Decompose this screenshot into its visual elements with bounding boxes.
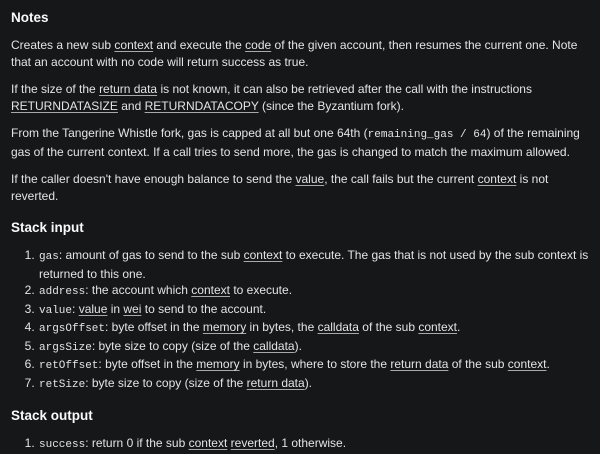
link-code[interactable]: code [245, 38, 272, 52]
notes-heading: Notes [11, 10, 49, 25]
list-item [38, 247, 589, 282]
link-context[interactable]: context [191, 283, 230, 297]
code-term: address [39, 286, 86, 298]
link-returndatasize[interactable]: RETURNDATASIZE [11, 99, 118, 113]
text-run: : amount of gas to send to the sub [58, 248, 244, 262]
link-return-data[interactable]: return data [390, 357, 449, 371]
text-run: : byte size to copy (size of the [85, 375, 247, 390]
code-term: remaining_gas / 64 [367, 129, 487, 141]
link-context[interactable]: context [507, 357, 547, 371]
link-memory[interactable]: memory [202, 320, 247, 334]
stack-output-list [11, 435, 589, 454]
text-run: to execute. [229, 283, 293, 297]
text-run: of the sub [448, 357, 508, 371]
paragraph [11, 37, 589, 71]
list-item [38, 435, 589, 454]
text-run: : byte size to copy (size of the [91, 338, 254, 353]
text-run: to send to the account. [141, 301, 267, 316]
text-run: From the Tangerine Whistle fork, gas is capped at all but one 64th ( [11, 126, 368, 140]
code-term: retSize [39, 378, 86, 391]
text-run: ) of the remaining gas of the current context. If a call tries to send more, the gas is changed to match the maximum allowed. [11, 126, 580, 159]
code-term: argsOffset [39, 323, 106, 335]
link-context[interactable]: context [477, 172, 517, 186]
paragraph [11, 171, 589, 205]
text-run: If the caller doesn't have enough balance to send the [11, 172, 296, 186]
link-reverted[interactable]: reverted [230, 436, 275, 450]
list-item [38, 319, 589, 338]
link-context[interactable]: context [114, 38, 154, 52]
stack-output-heading: Stack output [11, 408, 93, 423]
link-context[interactable]: context [243, 248, 283, 262]
text-run: ). [294, 338, 302, 353]
link-value[interactable]: value [78, 301, 108, 316]
list-item [38, 356, 589, 375]
text-run: : byte offset in the [98, 357, 197, 371]
text-run: Creates a new sub [11, 38, 115, 52]
stack-input-list [11, 247, 589, 393]
text-run: and [117, 99, 145, 113]
text-run: . [457, 320, 461, 334]
text-run: If the size of the [11, 82, 100, 96]
link-return-data[interactable]: return data [99, 82, 158, 96]
text-run: and execute the [153, 38, 246, 52]
notes-body [11, 37, 589, 205]
code-term: success [39, 439, 86, 451]
code-term: retOffset [39, 360, 99, 372]
text-run: (since the Byzantium fork). [258, 99, 405, 113]
text-run: : the account which [85, 283, 192, 297]
text-run: is not reverted. [11, 172, 549, 203]
code-term: value [39, 304, 73, 317]
text-run: ). [304, 375, 313, 390]
text-run: to execute. The gas that is not used by the sub context is returned to this one. [39, 248, 589, 281]
text-run: , 1 otherwise. [274, 436, 347, 450]
list-item [38, 375, 589, 394]
text-run: of the sub [358, 320, 419, 334]
list-item [38, 301, 589, 320]
link-value[interactable]: value [295, 172, 325, 186]
text-run: , the call fails but the current [324, 172, 478, 186]
link-context[interactable]: context [188, 436, 228, 450]
list-item [38, 282, 589, 301]
text-run: in [107, 301, 124, 316]
text-run: is not known, it can also be retrieved after the call with the instructions [157, 82, 532, 96]
link-context[interactable]: context [418, 320, 458, 334]
text-run: . [546, 357, 550, 371]
text-run: : return 0 if the sub [85, 436, 189, 450]
code-term: gas [39, 251, 59, 263]
paragraph [11, 81, 589, 115]
link-return-data[interactable]: return data [246, 375, 305, 390]
text-run: : byte offset in the [105, 320, 203, 334]
text-run: in bytes, where to store the [239, 357, 391, 371]
stack-input-heading: Stack input [11, 220, 84, 235]
list-item [38, 338, 589, 357]
text-run: : [72, 301, 79, 316]
code-term: argsSize [39, 341, 92, 354]
link-returndatacopy[interactable]: RETURNDATACOPY [144, 99, 259, 113]
link-memory[interactable]: memory [196, 357, 240, 371]
link-wei[interactable]: wei [123, 301, 142, 316]
paragraph [11, 125, 589, 161]
text-run: of the given account, then resumes the current one. Note that an account with no code will return success as true. [11, 38, 578, 69]
link-calldata[interactable]: calldata [253, 338, 295, 353]
link-calldata[interactable]: calldata [317, 320, 359, 334]
text-run: in bytes, the [246, 320, 318, 334]
